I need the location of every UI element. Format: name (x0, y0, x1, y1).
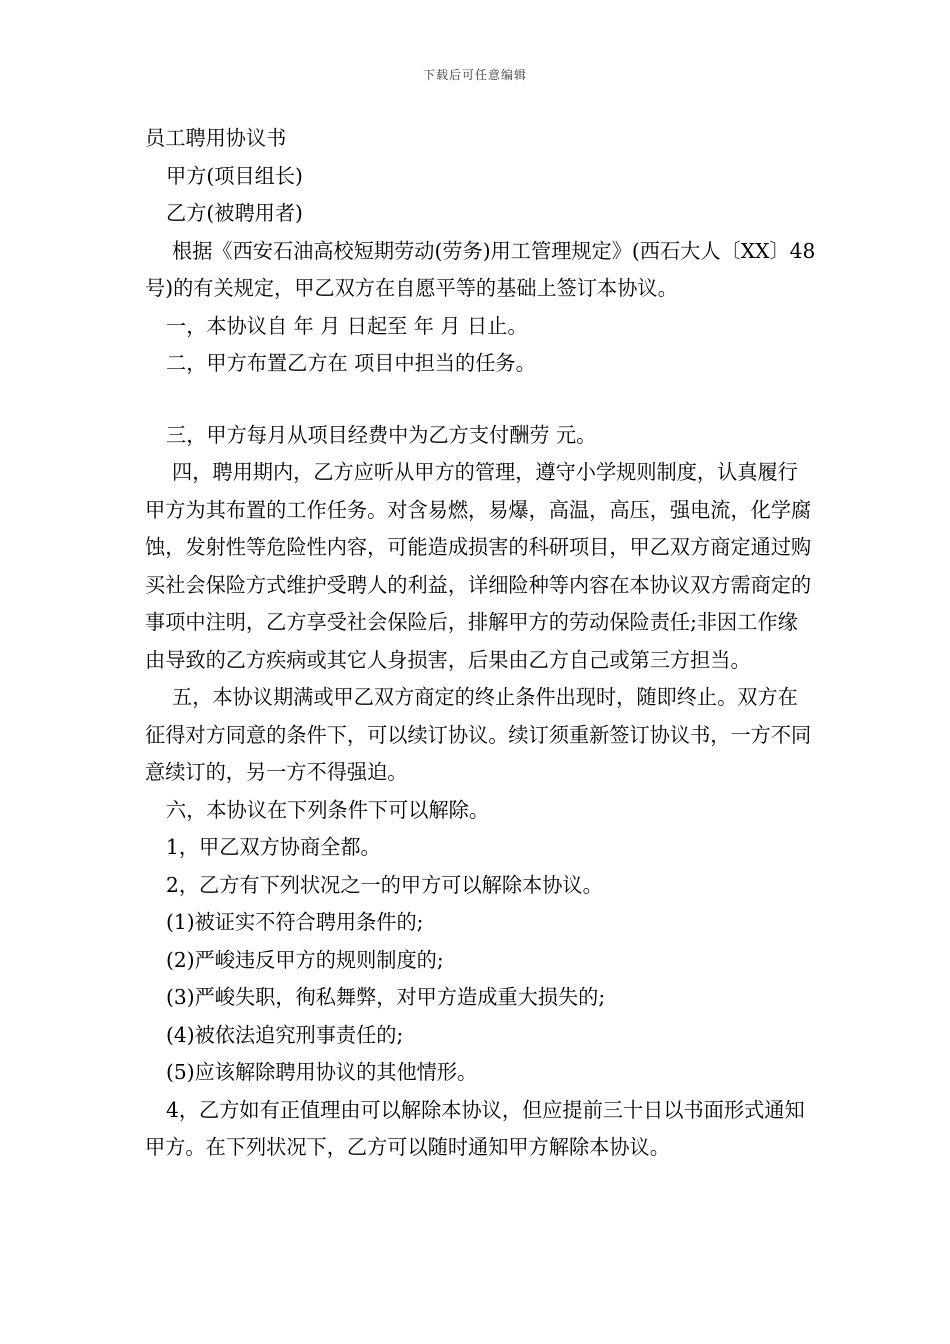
clause-3: 三，甲方每月从项目经费中为乙方支付酬劳 元。 (166, 422, 597, 447)
clause-6-2-sub-1: (1)被证实不符合聘用条件的; (166, 910, 424, 934)
clause-6-2-sub-5: (5)应该解除聘用协议的其他情形。 (166, 1060, 478, 1084)
intro-paragraph: 根据《西安石油高校短期劳动(劳务)用工管理规定》(西石大人〔XX〕48号)的有关规定，甲乙双方在自愿平等的基础上签订本协议。 (145, 238, 816, 300)
clause-1: 一，本协议自 年 月 日起至 年 月 日止。 (166, 313, 528, 338)
clause-6-2-sub-3: (3)严峻失职，徇私舞弊，对甲方造成重大损失的; (166, 985, 606, 1009)
clause-6-2-sub-4: (4)被依法追究刑事责任的; (166, 1022, 404, 1047)
clause-6-item-1: 1，甲乙双方协商全都。 (166, 835, 381, 859)
page-header-note: 下载后可任意编辑 (422, 68, 527, 82)
blank-gap (145, 383, 817, 417)
clause-6: 六，本协议在下列条件下可以解除。 (166, 797, 490, 822)
clause-2: 二，甲方布置乙方在 项目中担当的任务。 (166, 351, 536, 375)
clause-5: 五，本协议期满或甲乙双方商定的终止条件出现时，随即终止。双方在征得对方同意的条件下，可以续订协议。续订须重新签订协议书，一方不同意续订的，另一方不得强迫。 (145, 685, 812, 784)
party-a-line: 甲方(项目组长) (166, 163, 303, 188)
clause-6-item-2: 2，乙方有下列状况之一的甲方可以解除本协议。 (166, 872, 603, 897)
clause-4: 四，聘用期内，乙方应听从甲方的管理，遵守小学规则制度，认真履行甲方为其布置的工作任务。对含易燃，易爆，高温，高压，强电流，化学腐蚀，发射性等危险性内容，可能造成损害的科研项目，甲乙双方商定通过购买社会保险方式维护受聘人的利益，详细险种等内容在本协议双方需商定的事项中注明，乙方享受社会保险后，排解甲方的劳动保险责任;非因工作缘由导致的乙方疾病或其它人身损害，后果由乙方自己或第三方担当。 (145, 460, 812, 672)
clause-6-item-4: 4，乙方如有正值理由可以解除本协议，但应提前三十日以书面形式通知甲方。在下列状况下，乙方可以随时通知甲方解除本协议。 (145, 1097, 805, 1159)
party-b-line: 乙方(被聘用者) (166, 201, 303, 225)
document-title: 员工聘用协议书 (145, 126, 287, 150)
document-body (145, 120, 817, 1167)
clause-6-2-sub-2: (2)严峻违反甲方的规则制度的; (166, 947, 444, 972)
